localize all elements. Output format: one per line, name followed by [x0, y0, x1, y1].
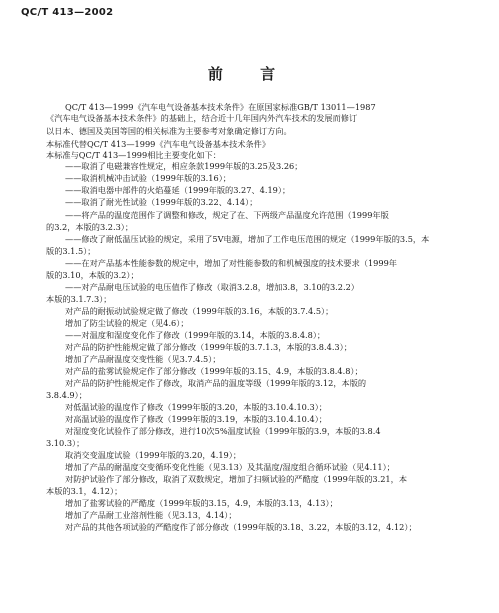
paragraph-line: 本版的3.1，4.12）； [46, 486, 123, 496]
paragraph-line: 增加了盐雾试验的严酷度（1999年版的3.15，4.9，本版的3.13，4.13）； [65, 498, 338, 508]
paragraph-line: ——对产品耐电压试验的电压值作了修改（取消3.2.8，增加3.8，3.10的3.2.2） [65, 282, 359, 292]
paragraph-line: ——取消机械冲击试验（1999年版的3.16）； [65, 173, 231, 183]
paragraph-line: 版的3.1.5）； [46, 246, 96, 256]
preface-title: 前 言 [207, 65, 292, 83]
paragraph-line: ——修改了耐低温压试验的规定，采用了5V电源，增加了工作电压范围的规定（1999年版的3.5，本 [65, 234, 430, 244]
paragraph-line: 本标准与QC/T 413—1999相比主要变化如下： [46, 150, 221, 160]
paragraph-line: 增加了防尘试验的规定（见4.6）； [65, 318, 189, 328]
paragraph-line: ——将产品的温度范围作了调整和修改，规定了在、下两级产品温度允许范围（1999年版 [65, 210, 389, 220]
paragraph-line: 对产品的防护性能规定做了部分修改（1999年版的3.7.1.3，本版的3.8.4.3）； [65, 342, 352, 352]
paragraph-line: 对产品的耐振动试验规定做了修改（1999年版的3.16，本版的3.7.4.5）； [65, 306, 334, 316]
standard-code-header: QC/T 413—2002 [21, 7, 114, 18]
paragraph-line: 对产品的防护性能规定作了修改，取消产品的温度等级（1999年版的3.12，本版的 [65, 378, 367, 388]
paragraph-line: 取消交变温度试验（1999年版的3.20，4.19）； [65, 450, 242, 460]
paragraph-line: ——取消了耐光性试验（1999年版的3.22、4.14）； [65, 197, 258, 207]
paragraph-line: ——对温度和湿度变化作了修改（1999年版的3.14，本版的3.8.4.8）； [65, 330, 326, 340]
paragraph-line: 本版的3.1.7.3）； [46, 294, 112, 304]
paragraph-line: 对高温试验的温度作了修改（1999年版的3.19，本版的3.10.4.10.4）； [65, 414, 327, 424]
paragraph-line: 的3.2，本版的3.2.3）； [46, 222, 134, 232]
paragraph-line: 增加了产品耐温度交变性能（见3.7.4.5）； [65, 354, 221, 364]
paragraph-line: 3.8.4.9）； [46, 390, 87, 400]
paragraph-line: 《汽车电气设备基本技术条件》的基础上，结合近十几年国内外汽车技术的发展而修订 [46, 113, 358, 123]
paragraph-line: ——取消了电磁兼容性规定，相应条款1999年版的3.25及3.26； [65, 161, 303, 171]
paragraph-line: 对产品的盐雾试验规定作了部分修改（1999年版的3.15、4.9，本版的3.8.4.8）； [65, 366, 363, 376]
paragraph-line: 3.10.3）； [46, 438, 85, 448]
paragraph-line: ——取消电器中部件的火焰蔓延（1999年版的3.27、4.19）； [65, 185, 291, 195]
paragraph-line: 以日本、德国及美国等国的相关标准为主要参考对象确定修订方向。 [46, 126, 292, 136]
paragraph-line: 对湿度变化试验作了部分修改，进行10次5%温度试验（1999年版的3.9，本版的3.8.4 [65, 426, 381, 436]
paragraph-line: 版的3.10，本版的3.2）； [46, 270, 139, 280]
paragraph-line: 对低温试验的温度作了修改（1999年版的3.20，本版的3.10.4.10.3）； [65, 402, 327, 412]
paragraph-line: QC/T 413—1999《汽车电气设备基本技术条件》在原国家标准GB/T 13011—1987 [65, 102, 376, 112]
paragraph-line: ——在对产品基本性能参数的规定中，增加了对性能参数的和机械强度的技术要求（1999年 [65, 258, 397, 268]
paragraph-line: 本标准代替QC/T 413—1999《汽车电气设备基本技术条件》 [46, 139, 271, 149]
paragraph-line: 增加了产品的耐温度交变循环变化性能（见3.13）及其温度/湿度组合循环试验（见4.11）； [65, 462, 395, 472]
paragraph-line: 对防护试验作了部分修改，取消了双数规定，增加了扫频试验的严酷度（1999年版的3.21，本 [65, 474, 408, 484]
paragraph-line: 对产品的其他各项试验的严酷度作了部分修改（1999年版的3.18、3.22，本版的3.12，4.12）； [65, 522, 417, 532]
paragraph-line: 增加了产品耐工业溶剂性能（见3.13，4.14）； [65, 510, 237, 520]
